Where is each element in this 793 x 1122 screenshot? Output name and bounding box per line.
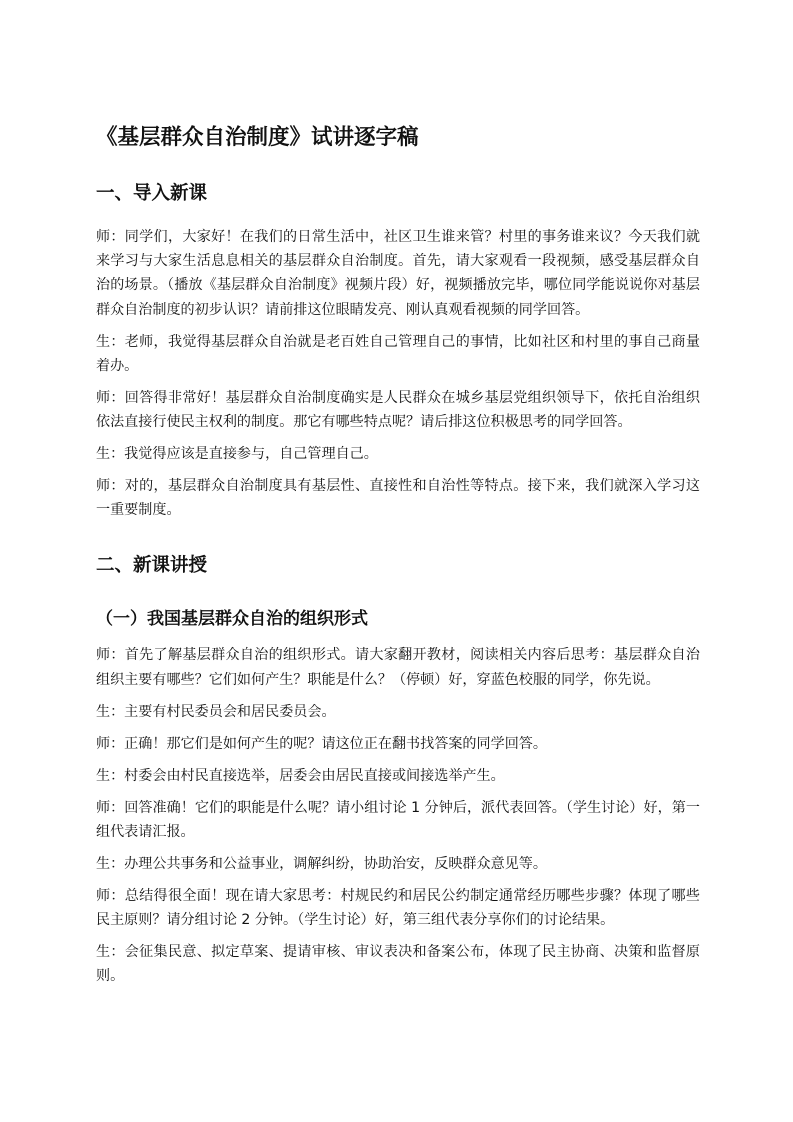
paragraph: 师：总结得很全面！现在请大家思考：村规民约和居民公约制定通常经历哪些步骤？体现了哪些民主原则？请分组讨论 2 分钟。（学生讨论）好，第三组代表分享你们的讨论结果。 bbox=[96, 887, 700, 929]
paragraph: 生：我觉得应该是直接参与，自己管理自己。 bbox=[96, 446, 378, 463]
paragraph: 生：会征集民意、拟定草案、提请审核、审议表决和备案公布，体现了民主协商、决策和监督原则。 bbox=[96, 944, 700, 985]
document-title: 《基层群众自治制度》试讲逐字稿 bbox=[96, 125, 419, 150]
paragraph: 师：回答得非常好！基层群众自治制度确实是人民群众在城乡基层党组织领导下，依托自治组织依法直接行使民主权利的制度。那它有哪些特点呢？请后排这位积极思考的同学回答。 bbox=[96, 389, 700, 431]
paragraph: 师：对的，基层群众自治制度具有基层性、直接性和自治性等特点。接下来，我们就深入学习这一重要制度。 bbox=[96, 478, 700, 519]
paragraph: 生：办理公共事务和公益事业，调解纠纷，协助治安，反映群众意见等。 bbox=[96, 855, 547, 872]
paragraph: 师：回答准确！它们的职能是什么呢？请小组讨论 1 分钟后，派代表回答。（学生讨论）好，第一组代表请汇报。 bbox=[96, 799, 700, 840]
paragraph: 师：首先了解基层群众自治的组织形式。请大家翻开教材，阅读相关内容后思考：基层群众自治组织主要有哪些？它们如何产生？职能是什么？（停顿）好，穿蓝色校服的同学，你先说。 bbox=[96, 647, 700, 688]
paragraph: 师：正确！那它们是如何产生的呢？请这位正在翻书找答案的同学回答。 bbox=[96, 735, 547, 752]
document-body bbox=[96, 118, 700, 996]
section-heading-new-lesson: 二、新课讲授 bbox=[96, 555, 208, 577]
paragraph: 师：同学们，大家好！在我们的日常生活中，社区卫生谁来管？村里的事务谁来议？今天我们就来学习与大家生活息息相关的基层群众自治制度。首先，请大家观看一段视频，感受基层群众自治的场景。（播放《基层群众自治制度》视频片段）好，视频播放完毕，哪位同学能说说你对基层群众自治制度的初步认识？请前排这位眼睛发亮、刚认真观看视频的同学回答。 bbox=[96, 229, 700, 318]
subsection-heading-organization-forms: （一）我国基层群众自治的组织形式 bbox=[96, 609, 368, 630]
paragraph: 生：村委会由村民直接选举，居委会由居民直接或间接选举产生。 bbox=[96, 767, 505, 784]
paragraph: 生：主要有村民委员会和居民委员会。 bbox=[96, 703, 336, 720]
paragraph: 生：老师，我觉得基层群众自治就是老百姓自己管理自己的事情，比如社区和村里的事自己商量着办。 bbox=[96, 333, 700, 374]
section-heading-intro: 一、导入新课 bbox=[96, 183, 208, 204]
